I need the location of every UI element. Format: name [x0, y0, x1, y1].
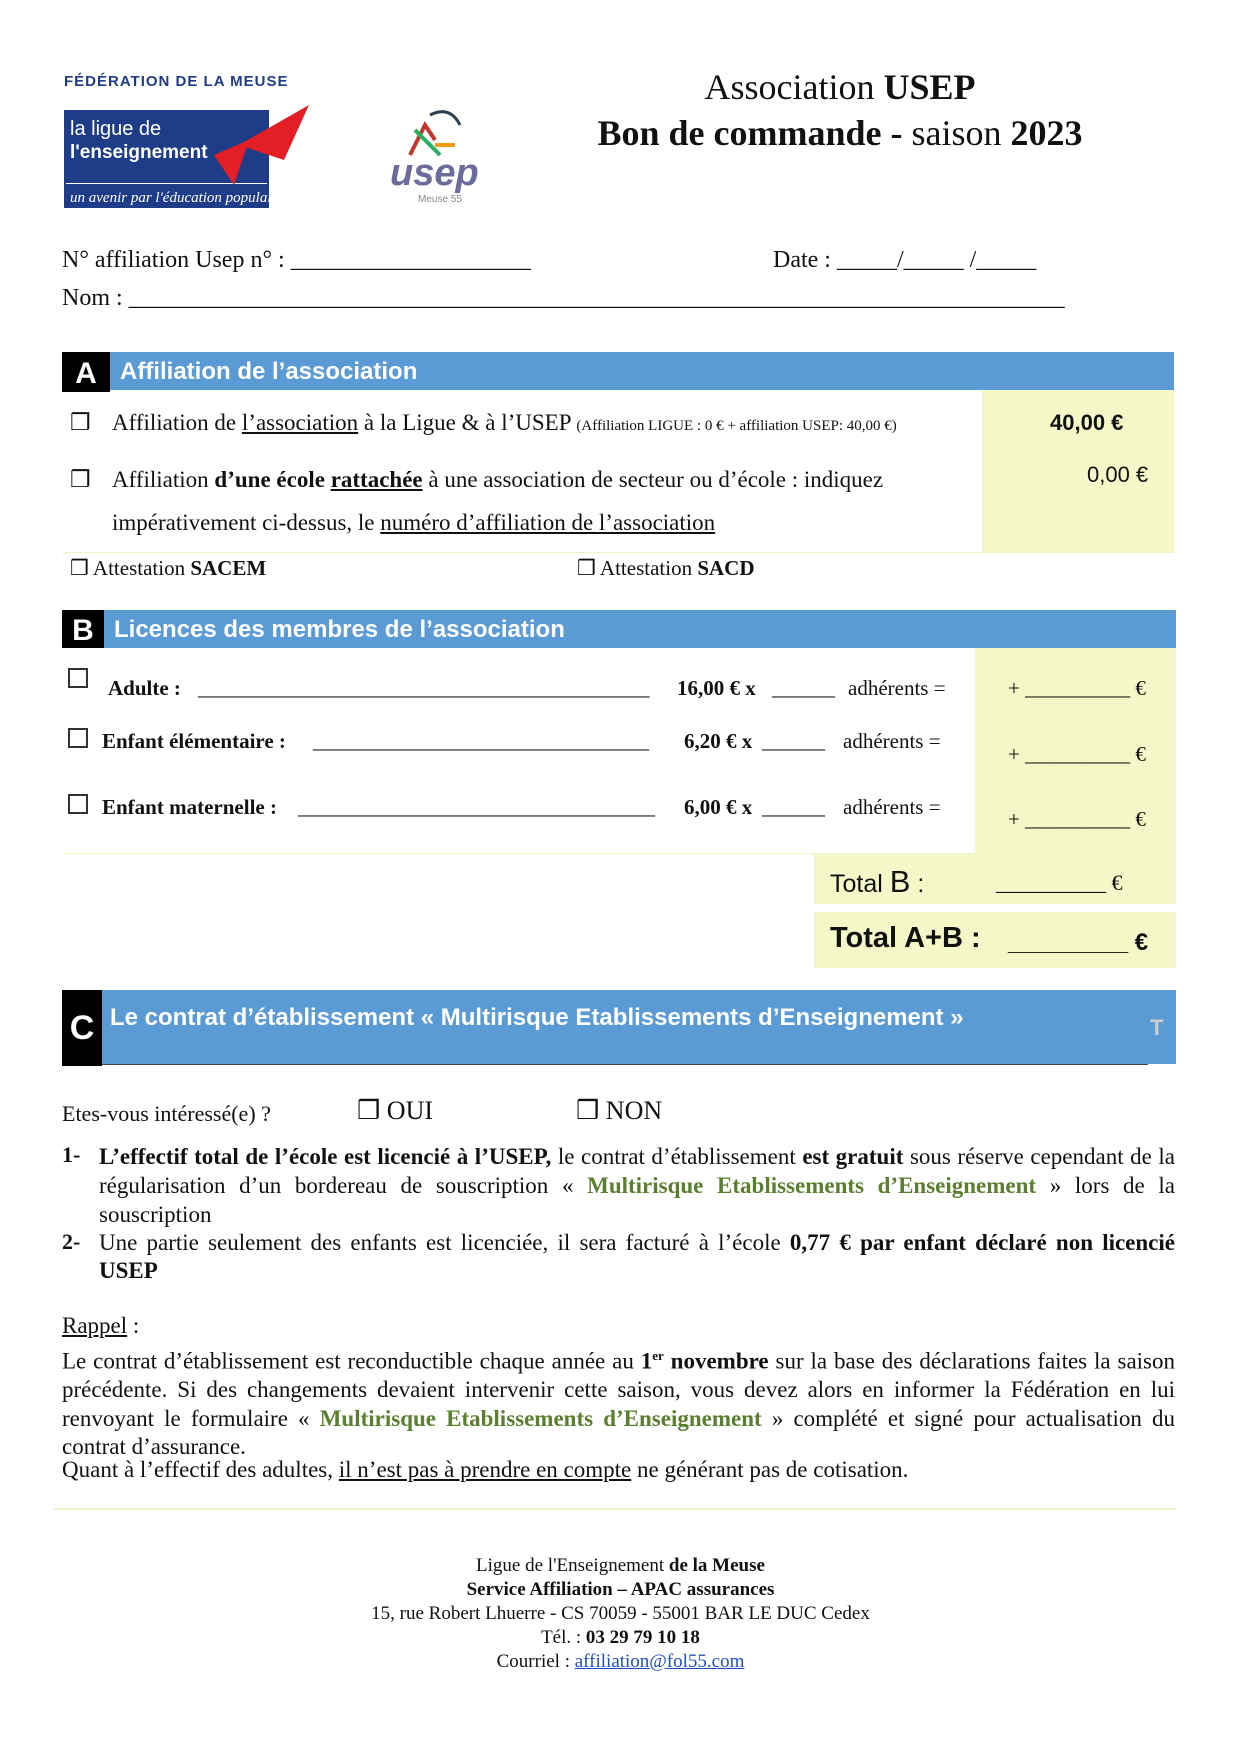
footer-line-1 [0, 1555, 1241, 1577]
affiliation-ecole-p1: Affiliation [112, 467, 215, 492]
section-b-letter: B [62, 610, 104, 648]
affiliation-number-field[interactable]: N° affiliation Usep n° : ____________________ [62, 247, 531, 273]
footer-address: 15, rue Robert Lhuerre - CS 70059 - 55001 BAR LE DUC Cedex [371, 1603, 870, 1624]
rappel-b1: 1 [640, 1348, 653, 1374]
title-association-usep: USEP [883, 67, 976, 107]
enfant-maternelle-suffix: adhérents = [843, 795, 941, 819]
enfant-elementaire-label: Enfant élémentaire : [102, 729, 286, 753]
adulte-suffix: adhérents = [848, 676, 946, 700]
rappel-title: Rappel [62, 1313, 128, 1338]
enfant-maternelle-label: Enfant maternelle : [102, 795, 277, 819]
section-c-underline [102, 1064, 1148, 1065]
affiliation-association-text [112, 410, 982, 436]
ligue-logo-line2: l'enseignement [70, 142, 208, 163]
affiliation-ecole-text [112, 467, 972, 493]
rappel-l2-t1: Quant à l’effectif des adultes, [62, 1457, 339, 1482]
footer-email-link[interactable]: affiliation@fol55.com [574, 1651, 745, 1672]
svg-text:Meuse 55 [418, 194, 462, 205]
section-b-title: Licences des membres de l’association [104, 610, 1176, 648]
footer-phone-number: 03 29 79 10 18 [585, 1627, 700, 1648]
total-b-value[interactable]: __________ € [996, 870, 1123, 895]
usep-logo-text: usep [390, 152, 479, 194]
enfant-elementaire-total[interactable]: + __________ € [1008, 742, 1146, 766]
footer-email [0, 1651, 1241, 1673]
attestation-sacem[interactable] [70, 556, 266, 581]
enfant-elementaire-price: 6,20 € x [684, 729, 753, 753]
attestation-sacd[interactable] [577, 556, 755, 581]
enfant-elementaire-suffix: adhérents = [843, 729, 941, 753]
rappel-b2: novembre [663, 1348, 769, 1374]
affiliation-association-p3: à la Ligue & à l’USEP [358, 410, 577, 435]
non-option[interactable]: ❒ NON [576, 1096, 663, 1125]
affiliation-association-p2: l’association [241, 410, 359, 435]
enfant-maternelle-qty[interactable]: ______ [762, 795, 825, 819]
adulte-total[interactable]: + __________ € [1008, 676, 1146, 700]
nom-field[interactable]: Nom : ______________________________________________________________________________ [62, 285, 1065, 311]
affiliation-association-amount: 40,00 € [1050, 410, 1124, 435]
item-1-g1: Multirisque Etablissements d’Enseignement [587, 1173, 1037, 1198]
rappel-line-2 [62, 1457, 908, 1483]
title-saison-label: saison [911, 113, 1011, 153]
rappel-t2: sur la base des déclarations faites la saison précédente. Si des changements devaient intervenir cette saison, vous devez alors en informer la Fédération en lui renvoyant le formulaire « [62, 1348, 1175, 1431]
section-a-letter: A [62, 352, 110, 392]
footer-divider [54, 1508, 1176, 1510]
ligue-logo [64, 100, 309, 210]
usep-logo-sub: Meuse 55 [418, 194, 462, 205]
rappel-t1: Le contrat d’établissement est reconductible chaque année au [62, 1348, 641, 1374]
adulte-name-line[interactable]: ___________________________________________ [198, 676, 650, 700]
rappel-colon: : [127, 1313, 140, 1338]
checkbox-enfant-elementaire[interactable] [68, 728, 88, 748]
item-2-number: 2- [62, 1229, 81, 1254]
title-association-prefix: Association [704, 67, 884, 107]
rappel-g1: Multirisque Etablissements d’Enseignement [319, 1405, 762, 1431]
total-ab-value[interactable]: _________ € [1008, 929, 1149, 956]
affiliation-ecole-p3: rattachée [330, 467, 423, 492]
checkbox-adulte[interactable] [68, 668, 88, 688]
attestation-sacem-bold: SACEM [190, 556, 267, 580]
rappel-l2-u: il n’est pas à prendre en compte [338, 1457, 632, 1482]
adulte-price: 16,00 € x [677, 676, 756, 700]
checkbox-sacem[interactable]: ❒ [70, 556, 89, 580]
checkbox-affiliation-ecole[interactable]: ❒ [70, 467, 91, 492]
rappel-sup: er [652, 1348, 664, 1363]
section-c-title: Le contrat d’établissement « Multirisque Etablissements d’Enseignement » [102, 990, 1150, 1064]
total-ab-label: Total A+B : [830, 922, 981, 954]
total-b-letter: B [889, 864, 911, 899]
affiliation-association-p1: Affiliation de [112, 410, 242, 435]
svg-text:un avenir par l'éducation popu [70, 190, 284, 206]
rappel-l2-t2: ne générant pas de cotisation. [631, 1457, 909, 1482]
enfant-maternelle-name-line[interactable]: __________________________________ [298, 795, 655, 819]
affiliation-ecole-l2-p1: impérativement ci-dessus, le [112, 510, 381, 535]
adulte-label: Adulte : [108, 676, 181, 700]
adulte-qty[interactable]: ______ [772, 676, 835, 700]
footer-line-1-a: Ligue de l'Enseignement [476, 1555, 669, 1576]
footer-line-2: Service Affiliation – APAC assurances [466, 1579, 775, 1600]
enfant-maternelle-price: 6,00 € x [684, 795, 753, 819]
item-1-t2: sous réserve cependant de la régularisation d’un bordereau de souscription « [99, 1144, 1176, 1198]
svg-text:la ligue de [70, 118, 161, 140]
checkbox-affiliation-association[interactable]: ❒ [70, 410, 91, 435]
affiliation-ecole-p2: d’une école [214, 467, 331, 492]
affiliation-association-note: (Affiliation LIGUE : 0 € + affiliation USEP: 40,00 €) [576, 418, 897, 434]
attestation-sacd-bold: SACD [697, 556, 755, 580]
item-1-b1: L’effectif total de l’école est licencié à l’USEP, [99, 1144, 552, 1169]
affiliation-ecole-amount: 0,00 € [1087, 462, 1149, 487]
item-2-text [99, 1229, 1175, 1285]
section-a-divider [62, 552, 1174, 553]
svg-text:usep [390, 152, 479, 194]
section-c-letter: C [62, 990, 102, 1066]
usep-logo [380, 100, 490, 210]
footer-line-1-b: de la Meuse [668, 1555, 765, 1576]
item-1-text [99, 1142, 1175, 1229]
svg-text:l'enseignement [70, 142, 208, 163]
enfant-elementaire-qty[interactable]: ______ [762, 729, 825, 753]
footer-phone-label: Tél. : [541, 1627, 586, 1648]
title-association [560, 66, 1120, 108]
federation-label: FÉDÉRATION DE LA MEUSE [64, 73, 289, 90]
rappel-t3: » complété et signé pour actualisation du contrat d’assurance. [62, 1405, 1175, 1460]
item-1-t1: le contrat d’établissement [551, 1144, 803, 1169]
total-b-colon: : [910, 870, 925, 898]
interest-question: Etes-vous intéressé(e) ? [62, 1101, 271, 1126]
title-bon-label: Bon de commande - [597, 113, 912, 153]
ligue-logo-tagline: un avenir par l'éducation populaire [70, 190, 284, 206]
attestation-sacem-label: Attestation [92, 556, 191, 580]
attestation-sacd-label: Attestation [599, 556, 698, 580]
ligue-logo-line1: la ligue de [70, 118, 162, 140]
enfant-elementaire-name-line[interactable]: ________________________________ [313, 729, 649, 753]
footer-email-label: Courriel : [496, 1651, 575, 1672]
oui-option[interactable]: ❒ OUI [357, 1096, 434, 1125]
date-field[interactable]: Date : _____/_____ /_____ [773, 247, 1037, 273]
checkbox-sacd[interactable]: ❒ [577, 556, 596, 580]
footer-phone [0, 1627, 1241, 1649]
total-b-text: Total [830, 870, 890, 898]
section-c-side-mark: T [1150, 990, 1176, 1064]
rappel-heading [62, 1313, 139, 1339]
total-b-label [830, 864, 924, 900]
enfant-maternelle-total[interactable]: + __________ € [1008, 807, 1146, 831]
affiliation-ecole-p4: à une association de secteur ou d’école : indiquez [422, 467, 884, 492]
title-bon-de-commande [560, 112, 1120, 154]
rappel-paragraph [62, 1342, 1175, 1462]
affiliation-ecole-text-line2 [112, 510, 972, 536]
title-year: 2023 [1010, 113, 1083, 153]
item-1-t3: » lors de la souscription [99, 1173, 1175, 1227]
checkbox-enfant-maternelle[interactable] [68, 794, 88, 814]
item-1-b2: est gratuit [802, 1144, 904, 1169]
section-a-title: Affiliation de l’association [110, 352, 1174, 390]
item-2-b1: 0,77 € par enfant déclaré non licencié USEP [99, 1230, 1175, 1283]
item-2-t1: Une partie seulement des enfants est licenciée, il sera facturé à l’école [99, 1230, 790, 1255]
item-1-number: 1- [62, 1142, 81, 1167]
affiliation-ecole-l2-p2: numéro d’affiliation de l’association [380, 510, 716, 535]
